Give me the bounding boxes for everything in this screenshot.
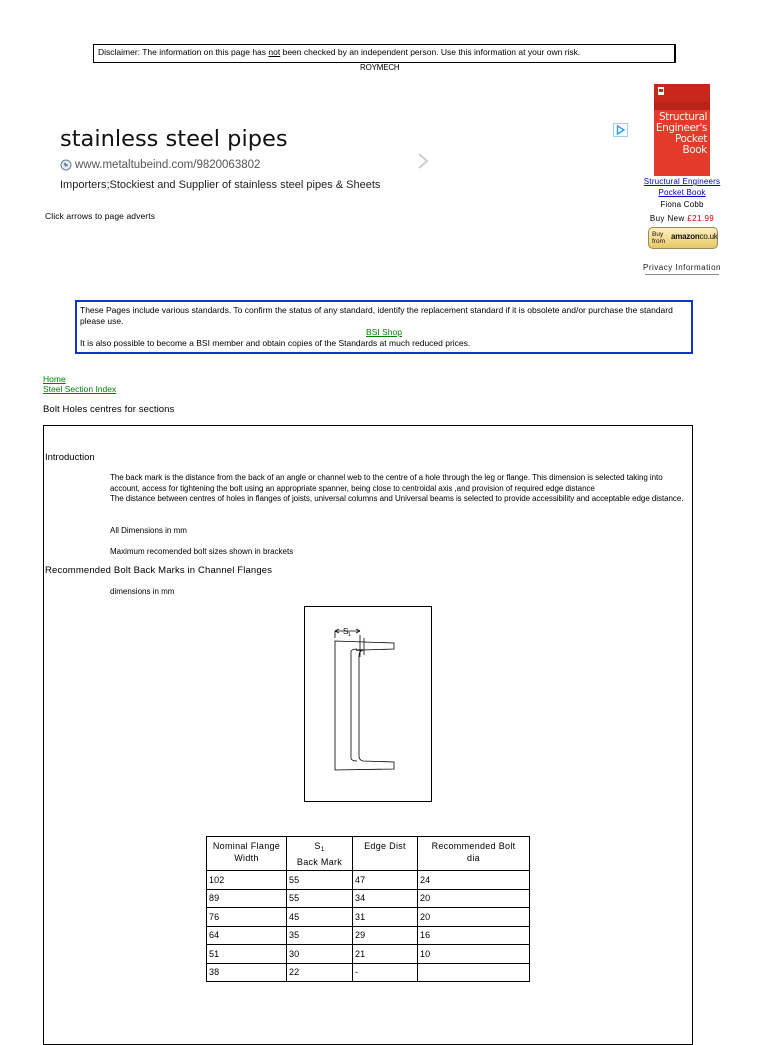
buy-from-amazon-button[interactable] [648, 227, 718, 249]
dimensions-note: All Dimensions in mm [110, 526, 187, 535]
cell-width: 38 [207, 963, 287, 982]
cover-stripe [654, 102, 710, 110]
s1-label-sub: 1 [348, 632, 351, 638]
header-recommended-bolt-dia: Recommended Bolt dia [418, 837, 530, 871]
table-header-row [207, 837, 530, 871]
cover-title-line: Structural [659, 111, 707, 123]
cell-bolt-dia: 20 [418, 908, 530, 927]
s1-label: S [343, 627, 349, 636]
cell-back-mark: 45 [287, 908, 353, 927]
steel-section-index-link[interactable]: Steel Section Index [43, 384, 117, 394]
book-title-link[interactable] [641, 176, 723, 198]
home-link[interactable]: Home [43, 374, 66, 384]
ad-url-row[interactable] [60, 158, 260, 172]
book-price [641, 213, 723, 224]
amazon-tld: co.uk [699, 232, 718, 241]
cover-title-line: Book [682, 144, 707, 156]
cell-width: 102 [207, 871, 287, 890]
cell-back-mark: 30 [287, 945, 353, 964]
table-row [207, 945, 530, 964]
disclaimer-banner [93, 44, 676, 63]
globe-icon [60, 159, 72, 171]
introduction-heading: Introduction [45, 452, 95, 463]
table-row [207, 889, 530, 908]
privacy-information-link[interactable]: Privacy Information [643, 263, 721, 272]
amazon-brand: amazon [671, 232, 700, 241]
book-author: Fiona Cobb [660, 200, 704, 209]
publisher-badge-icon [658, 87, 664, 95]
adchoices-icon[interactable] [613, 123, 628, 137]
header-edge-dist: Edge Dist [353, 837, 418, 871]
bsi-notice-box [75, 300, 693, 354]
cover-title-line: Pocket [674, 133, 707, 145]
cover-title [655, 112, 707, 156]
cell-back-mark: 22 [287, 963, 353, 982]
cell-width: 76 [207, 908, 287, 927]
cell-bolt-dia: 24 [418, 871, 530, 890]
cell-width: 51 [207, 945, 287, 964]
cell-bolt-dia [418, 963, 530, 982]
ad-description: Importers;Stockiest and Supplier of stainless steel pipes & Sheets [60, 179, 381, 191]
bsi-notice-text: These Pages include various standards. To confirm the status of any standard, identify the replacement standard if it is obsolete and/or purchase the standard please use. [80, 305, 673, 326]
page-title: Bolt Holes centres for sections [43, 404, 175, 415]
buy-from-label: Buy from [652, 231, 665, 245]
max-bolt-note: Maximum recomended bolt sizes shown in brackets [110, 547, 294, 556]
table-row [207, 926, 530, 945]
cell-back-mark: 55 [287, 871, 353, 890]
cell-back-mark: 55 [287, 889, 353, 908]
ad-pager-hint: Click arrows to page adverts [45, 211, 156, 221]
cell-bolt-dia: 16 [418, 926, 530, 945]
bsi-membership-text: It is also possible to become a BSI member and obtain copies of the Standards at much reduced prices. [80, 338, 471, 348]
cell-edge-dist: 21 [353, 945, 418, 964]
cell-bolt-dia: 20 [418, 889, 530, 908]
channel-diagram [304, 606, 432, 802]
channel-section-drawing [305, 607, 431, 801]
disclaimer-emphasis: not [268, 47, 281, 57]
cell-back-mark: 35 [287, 926, 353, 945]
book-title-line1[interactable]: Structural Engineers [643, 177, 721, 186]
disclaimer-text-before: Disclaimer: The information on this page has [98, 47, 269, 57]
book-title-line2[interactable]: Pocket Book [658, 188, 706, 197]
intro-paragraph: The back mark is the distance from the back of an angle or channel web to the centre of a hole through the leg or flange. This dimension is selected taking into account, access for tightening the bolt using an appropriate spanner, being close to centroidal axis ,and provision of required edge distance [110, 473, 663, 493]
site-name: ROYMECH [360, 63, 400, 72]
bsi-shop-link[interactable]: BSI Shop [366, 327, 402, 337]
cell-width: 89 [207, 889, 287, 908]
table-row [207, 908, 530, 927]
intro-paragraph: The distance between centres of holes in flanges of joists, universal columns and Universal beams is selected to provide accessibility and acceptable edge distance. [110, 494, 684, 503]
header-nominal-flange-width: Nominal Flange Width [207, 837, 287, 871]
channel-backmarks-heading: Recommended Bolt Back Marks in Channel Flanges [45, 565, 273, 576]
ad-url[interactable]: www.metaltubeind.com/9820063802 [75, 159, 261, 171]
ad-headline[interactable]: stainless steel pipes [60, 126, 288, 152]
cell-width: 64 [207, 926, 287, 945]
divider [645, 274, 719, 275]
price-value: £21.99 [687, 214, 715, 223]
amazon-logo [671, 233, 718, 241]
chevron-right-icon[interactable] [413, 151, 433, 171]
table-row [207, 963, 530, 982]
cell-edge-dist: - [353, 963, 418, 982]
header-back-mark: $S_1$ Back Mark [287, 837, 353, 871]
cell-edge-dist: 31 [353, 908, 418, 927]
cell-edge-dist: 34 [353, 889, 418, 908]
price-label: Buy New [649, 214, 688, 223]
cell-bolt-dia: 10 [418, 945, 530, 964]
cell-edge-dist: 47 [353, 871, 418, 890]
disclaimer-text-after: been checked by an independent person. Use this information at your own risk. [280, 47, 581, 57]
dims-in-mm-note: dimensions in mm [110, 587, 175, 596]
book-cover-image[interactable] [654, 84, 710, 176]
table-row [207, 871, 530, 890]
introduction-text [110, 473, 688, 505]
cell-edge-dist: 29 [353, 926, 418, 945]
backmark-table [206, 836, 530, 982]
cover-title-line: Engineer's [655, 122, 707, 134]
